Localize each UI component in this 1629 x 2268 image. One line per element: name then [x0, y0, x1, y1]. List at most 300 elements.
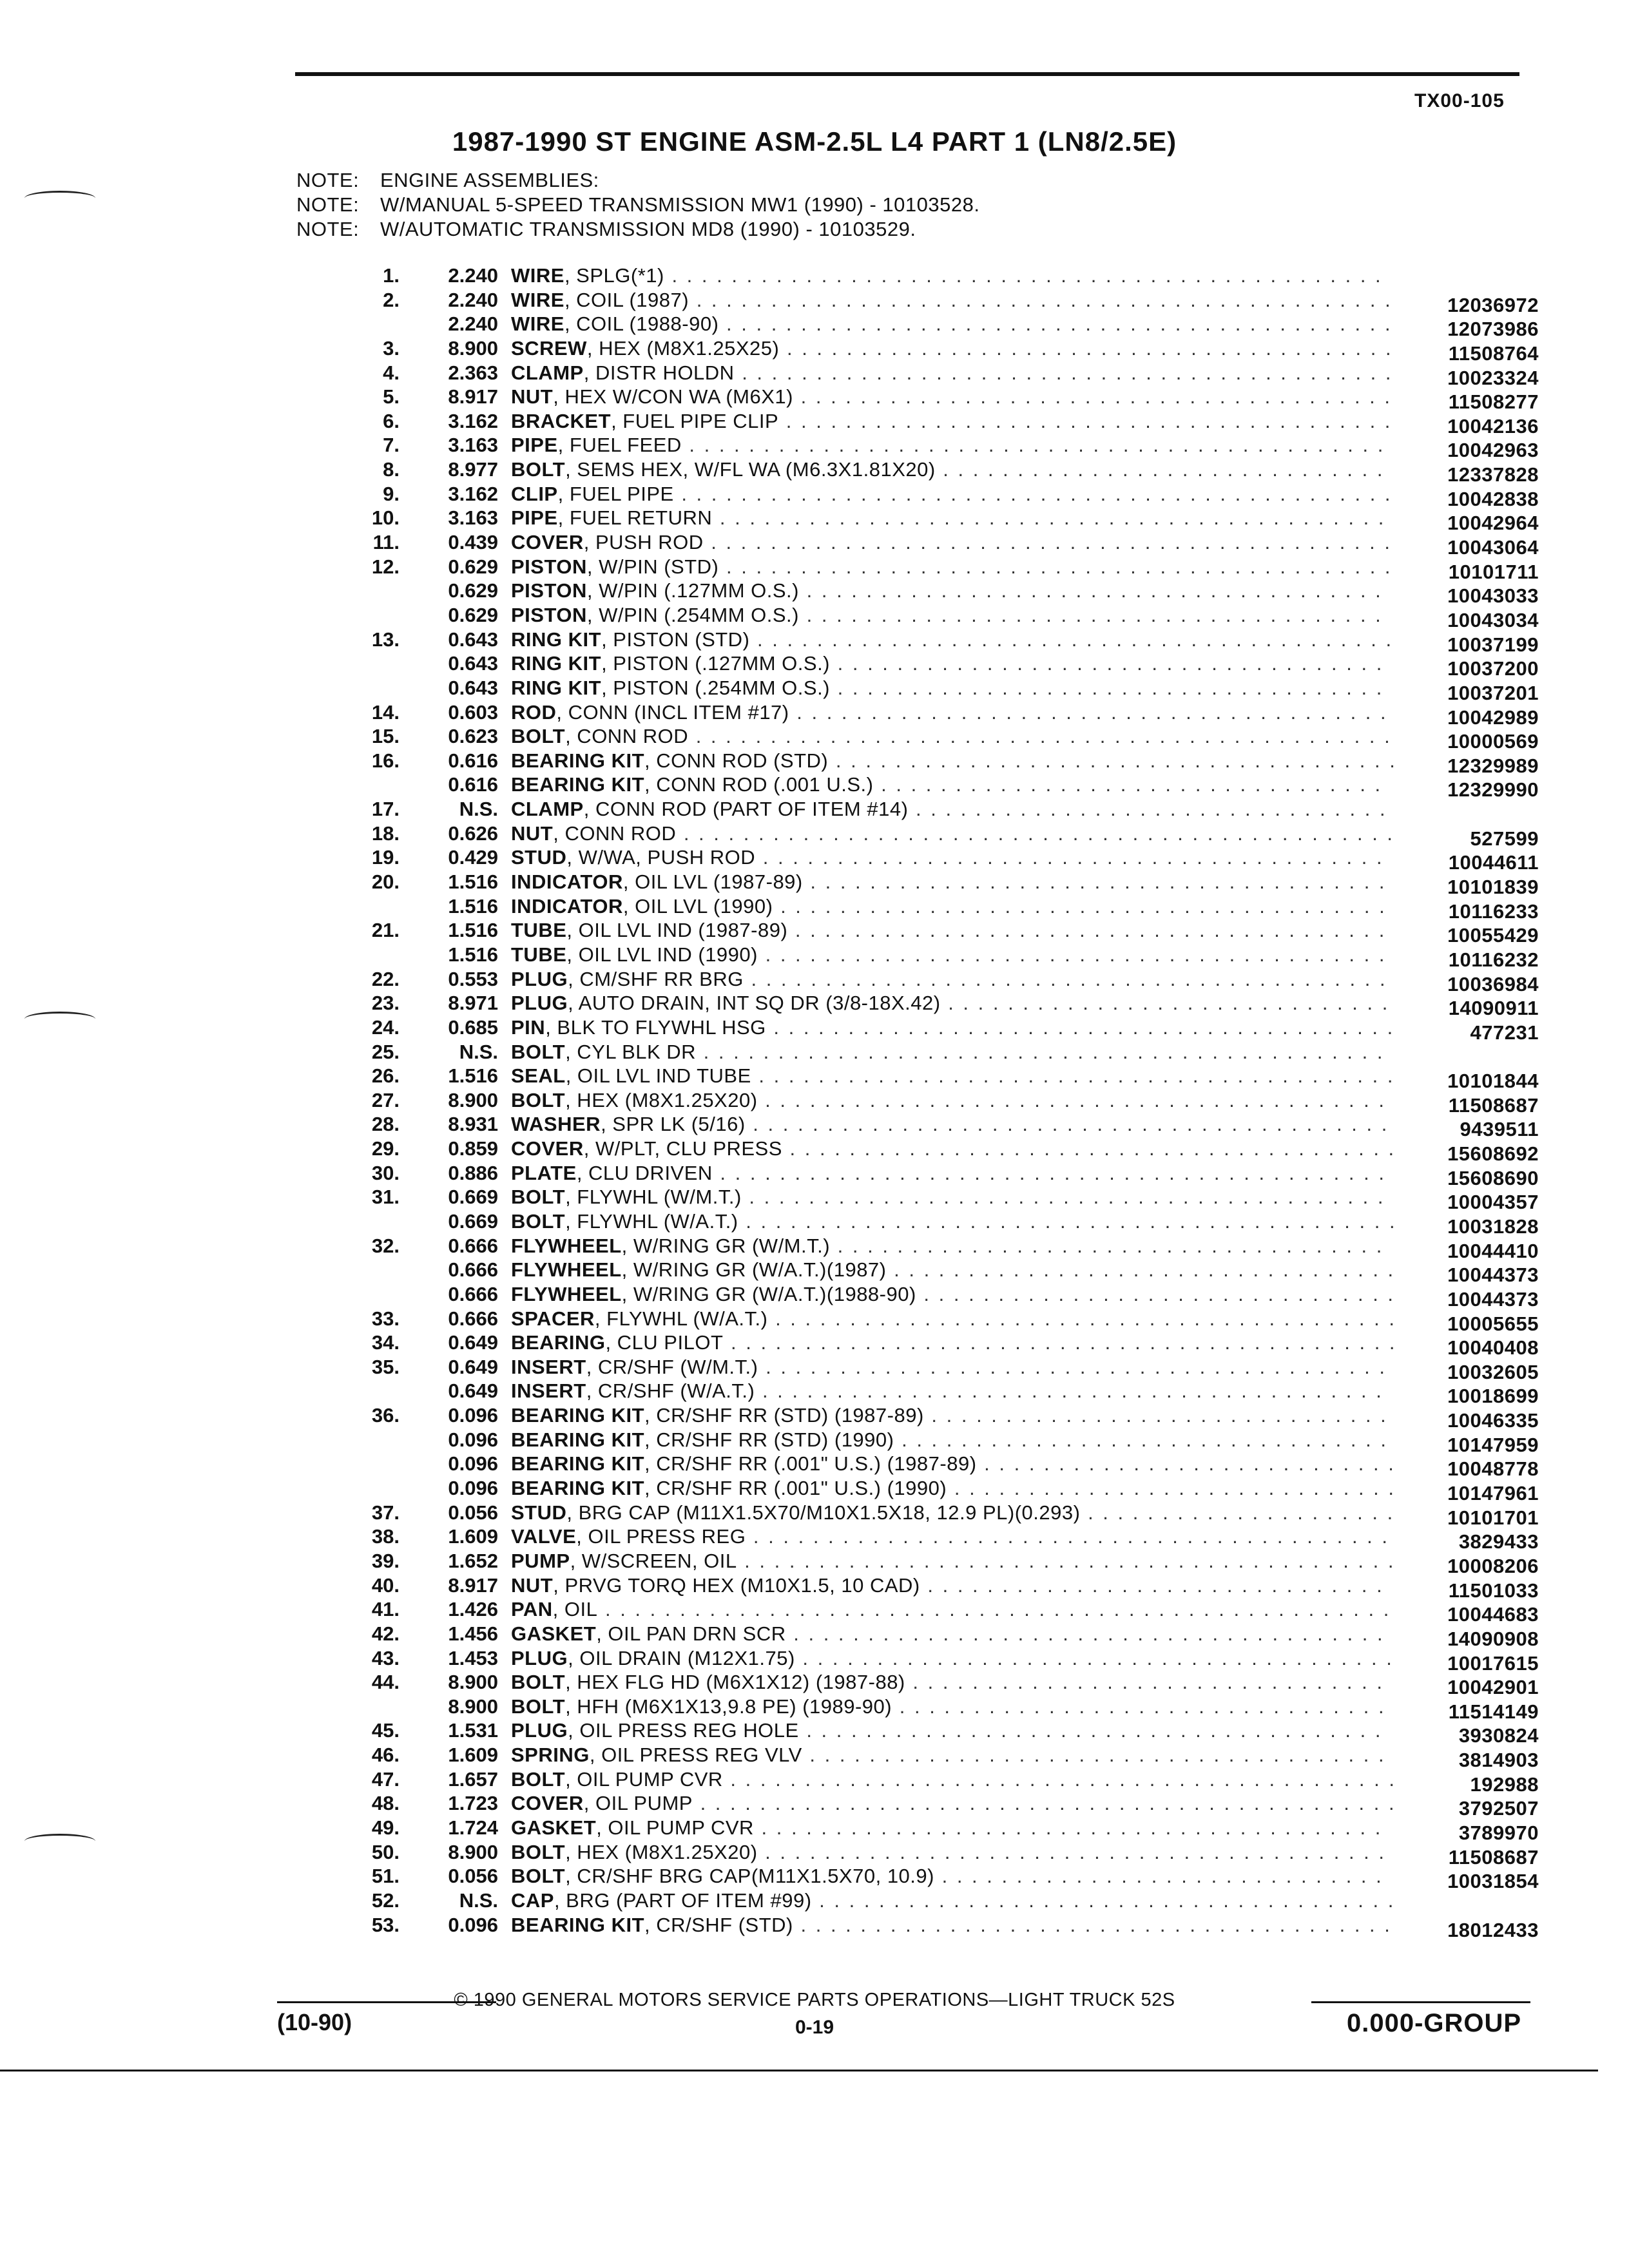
- dot-leader: . . . . . . . . . . . . . . . . . . . . . . . . . . . . . . . . . . . . . . . . . . . . . . .: [692, 1792, 1396, 1815]
- document-code: TX00-105: [1414, 90, 1505, 111]
- dot-leader: . . . . . . . . . . . . . . . . . . . . . . . . . . . . . . .: [923, 1404, 1388, 1427]
- part-description: [511, 1671, 1384, 1694]
- part-number: 10040408: [1447, 1336, 1539, 1360]
- part-name: BOLT: [511, 1088, 566, 1111]
- item-number: 27.: [371, 1088, 400, 1111]
- dot-leader: . . . . . . . . . . . . . . . . . . . . . . . . . . . . . . . . . . . . .: [830, 676, 1384, 699]
- part-detail: , CONN ROD: [553, 822, 677, 845]
- part-detail: , CR/SHF (W/M.T.): [586, 1355, 758, 1378]
- group-number: 0.649: [448, 1331, 498, 1354]
- part-description: [511, 312, 1393, 336]
- group-number: 0.629: [448, 579, 498, 602]
- dot-leader: . . . . . . . . . . . . . . . . . . . . . . . . . . . . . . . . . . . . . . . . . .: [757, 1088, 1387, 1111]
- part-name: BEARING KIT: [511, 1404, 644, 1427]
- note-line: [296, 169, 599, 192]
- item-number: 13.: [371, 628, 400, 651]
- parts-row: [0, 822, 1629, 850]
- part-number: 3814903: [1458, 1749, 1539, 1772]
- part-detail: , OIL PRESS REG VLV: [589, 1744, 802, 1767]
- part-detail: , OIL LVL IND TUBE: [565, 1064, 751, 1088]
- part-description: [511, 968, 1387, 991]
- part-detail: , W/PLT, CLU PRESS: [583, 1137, 782, 1160]
- part-number: 3930824: [1458, 1724, 1539, 1747]
- note-text: W/AUTOMATIC TRANSMISSION MD8 (1990) - 10103529.: [380, 218, 916, 240]
- part-name: PLUG: [511, 1719, 568, 1742]
- parts-row: [0, 385, 1629, 414]
- binder-mark: [24, 191, 95, 206]
- part-name: PISTON: [511, 603, 587, 626]
- group-number: 0.096: [448, 1477, 498, 1500]
- item-number: 45.: [371, 1719, 400, 1742]
- part-name: SPACER: [511, 1307, 595, 1330]
- part-description: [511, 773, 1382, 796]
- part-detail: , HEX (M8X1.25X20): [565, 1840, 758, 1863]
- part-number: 12329989: [1447, 754, 1539, 777]
- part-description: [511, 1113, 1389, 1136]
- group-number: 8.931: [448, 1113, 498, 1136]
- part-detail: , CYL BLK DR: [565, 1040, 697, 1063]
- group-number: 0.643: [448, 676, 498, 699]
- item-number: 34.: [371, 1331, 400, 1354]
- dot-leader: . . . . . . . . . . . . . . . . . . . . . . . . . . . . . . . . . . . . . . . . . .: [755, 846, 1384, 869]
- part-description: [511, 992, 1389, 1015]
- part-name: WIRE: [511, 312, 564, 336]
- dot-leader: . . . . . . . . . . . . . . . . . . . . . . . . . . . . . . . . . . . . . . . . . . . . .: [718, 555, 1393, 578]
- item-number: 29.: [371, 1137, 400, 1160]
- part-detail: , PISTON (.254MM O.S.): [601, 676, 830, 699]
- part-number: 10004357: [1447, 1191, 1539, 1214]
- parts-row: [0, 1428, 1629, 1456]
- part-number: 11508687: [1448, 1093, 1539, 1117]
- part-name: ROD: [511, 700, 557, 724]
- part-detail: , CONN (INCL ITEM #17): [556, 700, 789, 724]
- part-number: 9439511: [1460, 1118, 1539, 1141]
- dot-leader: . . . . . . . . . . . . . . . . . . . . . . . . . . . . . . . . . . . . . . . . . . . . .: [723, 1331, 1397, 1354]
- part-description: [511, 798, 1387, 821]
- group-number: 3.162: [448, 482, 498, 505]
- item-number: 36.: [371, 1404, 400, 1427]
- dot-leader: . . . . . . . . . . . . . . . . . . . . . . . . . . . . . . . . . . . . . . . .: [793, 1913, 1392, 1936]
- part-name: INSERT: [511, 1355, 586, 1378]
- dot-leader: . . . . . . . . . . . . . . . . . . . . . . . . . . . . . . . . . . . . . . . . . . . .: [738, 1209, 1397, 1233]
- group-number: 8.900: [448, 1671, 498, 1694]
- parts-row: [0, 1234, 1629, 1262]
- part-description: [511, 264, 1383, 287]
- item-number: 7.: [383, 434, 400, 457]
- parts-row: [0, 894, 1629, 923]
- part-description: [511, 289, 1393, 312]
- dot-leader: . . . . . . . . . . . . . . . . . . . . . . . . . . . . . . . . . . . . . . . .: [787, 919, 1387, 942]
- group-number: 1.652: [448, 1549, 498, 1572]
- dot-leader: . . . . . . . . . . . . . . . . . . . . . . . . . . . . . . .: [920, 1573, 1384, 1597]
- parts-row: [0, 749, 1629, 777]
- part-number: 3792507: [1458, 1797, 1539, 1820]
- parts-row: [0, 1379, 1629, 1408]
- part-detail: , W/RING GR (W/A.T.)(1987): [621, 1258, 887, 1282]
- part-number: 10031854: [1447, 1870, 1539, 1893]
- part-name: BEARING KIT: [511, 1428, 644, 1451]
- group-number: 0.859: [448, 1137, 498, 1160]
- part-detail: , FUEL RETURN: [557, 506, 713, 530]
- item-number: 19.: [371, 846, 400, 869]
- part-number: 10042901: [1447, 1676, 1539, 1699]
- group-number: 8.917: [448, 1573, 498, 1597]
- part-detail: , W/PIN (STD): [586, 555, 719, 578]
- part-detail: , HFH (M6X1X13,9.8 PE) (1989-90): [565, 1695, 892, 1718]
- part-detail: , COIL (1987): [564, 288, 689, 311]
- parts-row: [0, 1889, 1629, 1914]
- dot-leader: . . . . . . . . . . . . . . . . . . . . . . . . . . . . . . . . . . . . .: [830, 1234, 1384, 1257]
- part-name: PISTON: [511, 579, 587, 602]
- part-name: BOLT: [511, 1865, 566, 1888]
- part-description: [511, 1719, 1383, 1742]
- part-number: 10044683: [1447, 1603, 1539, 1626]
- part-number: 10147959: [1447, 1433, 1539, 1456]
- parts-row: [0, 1015, 1629, 1044]
- item-number: 28.: [371, 1113, 400, 1136]
- item-number: 3.: [383, 336, 400, 360]
- part-number: 18012433: [1447, 1918, 1539, 1941]
- part-detail: , PISTON (.127MM O.S.): [601, 652, 830, 675]
- group-number: 1.516: [448, 943, 498, 966]
- part-name: PUMP: [511, 1549, 570, 1572]
- part-detail: , OIL PRESS REG HOLE: [568, 1719, 799, 1742]
- dot-leader: . . . . . . . . . . . . . . . . . . . . . . . . . . . . . . . . . . . . . . . . . . . . . . . .: [676, 822, 1395, 845]
- part-description: [511, 943, 1386, 966]
- dot-leader: . . . . . . . . . . . . . . . . . . . . . . . . . . . . . .: [947, 1477, 1396, 1500]
- part-description: [511, 870, 1387, 894]
- group-number: 0.649: [448, 1379, 498, 1403]
- part-description: [511, 1356, 1387, 1379]
- part-name: PAN: [511, 1598, 553, 1621]
- dot-leader: . . . . . . . . . . . . . . . . . . . . . . . . . . . . . . . . . . . . . . . .: [795, 1646, 1394, 1669]
- part-number: 10044373: [1447, 1264, 1539, 1287]
- part-number: 10023324: [1447, 366, 1539, 389]
- part-number: 10008206: [1447, 1554, 1539, 1577]
- part-name: CLAMP: [511, 798, 584, 821]
- part-description: [511, 1477, 1396, 1500]
- parts-row: [0, 1573, 1629, 1602]
- part-name: TUBE: [511, 943, 567, 966]
- group-number: 2.363: [448, 361, 498, 384]
- parts-row: [0, 652, 1629, 680]
- part-description: [511, 1235, 1383, 1258]
- part-description: [511, 1647, 1394, 1670]
- part-name: GASKET: [511, 1816, 597, 1839]
- group-number: 1.453: [448, 1646, 498, 1669]
- part-description: [511, 701, 1388, 724]
- dot-leader: . . . . . . . . . . . . . . . . . . . . . . . . . . . . . . . . . . . . . . . . . . .: [741, 1186, 1385, 1209]
- part-number: 15608690: [1447, 1166, 1539, 1189]
- part-name: INDICATOR: [511, 870, 623, 894]
- date-code: (10-90): [277, 2009, 352, 2035]
- part-name: COVER: [511, 1792, 584, 1815]
- item-number: 31.: [371, 1186, 400, 1209]
- part-detail: , COIL (1988-90): [564, 312, 719, 336]
- parts-row: [0, 1477, 1629, 1505]
- part-detail: , OIL LVL IND (1990): [566, 943, 758, 966]
- item-number: 5.: [383, 385, 400, 408]
- dot-leader: . . . . . . . . . . . . . . . . . . . . . . . . . . . . . . . . . . . . . . . . . . . . .: [722, 1767, 1396, 1791]
- part-number: 10032605: [1447, 1360, 1539, 1383]
- parts-row: [0, 506, 1629, 535]
- part-number: 11508277: [1448, 390, 1539, 414]
- part-detail: , FUEL PIPE: [557, 482, 674, 505]
- part-detail: , PISTON (STD): [601, 628, 750, 651]
- part-number: 10037201: [1447, 681, 1539, 704]
- part-number: 10055429: [1447, 924, 1539, 947]
- part-description: [511, 579, 1383, 602]
- dot-leader: . . . . . . . . . . . . . . . . . . . . . . . . . . . . . . . . . . . . . . .: [811, 1888, 1396, 1912]
- parts-row: [0, 919, 1629, 947]
- dot-leader: . . . . . . . . . . . . . . . . . . . . . . . . . . . . . . . . . . . . . . . . . .: [757, 1840, 1387, 1863]
- item-number: 14.: [371, 700, 400, 724]
- part-name: COVER: [511, 1137, 584, 1160]
- part-description: [511, 1695, 1386, 1718]
- part-number: 10101839: [1447, 876, 1539, 899]
- group-number: 1.723: [448, 1792, 498, 1815]
- parts-row: [0, 1719, 1629, 1747]
- part-name: GASKET: [511, 1622, 597, 1645]
- parts-row: [0, 603, 1629, 631]
- dot-leader: . . . . . . . . . . . . . . . . . . . . . . . . . . . . . . . . . . . . . . . . . .: [766, 1015, 1395, 1039]
- item-number: 15.: [371, 725, 400, 748]
- part-description: [511, 822, 1394, 845]
- part-detail: , OIL PUMP: [583, 1792, 693, 1815]
- part-number: 527599: [1470, 827, 1539, 850]
- item-number: 16.: [371, 749, 400, 772]
- part-name: COVER: [511, 531, 584, 554]
- dot-leader: . . . . . . . . . . . . . . . . . . . . . . . . . . . . . . . . . . . . . . . . . . . . . . .: [688, 725, 1392, 748]
- part-detail: , OIL LVL (1990): [622, 894, 773, 918]
- parts-row: [0, 1525, 1629, 1553]
- part-detail: , CONN ROD (STD): [644, 749, 829, 772]
- parts-row: [0, 1161, 1629, 1189]
- item-number: 22.: [371, 967, 400, 990]
- parts-row: [0, 1186, 1629, 1214]
- part-description: [511, 531, 1392, 554]
- dot-leader: . . . . . . . . . . . . . . . . . . . . . . . . . . . . . . . . .: [892, 1695, 1386, 1718]
- part-description: [511, 1501, 1394, 1524]
- group-number: 0.429: [448, 846, 498, 869]
- parts-row: [0, 943, 1629, 971]
- part-description: [511, 483, 1393, 506]
- part-description: [511, 1162, 1386, 1185]
- part-name: BOLT: [511, 725, 566, 748]
- parts-row: [0, 1646, 1629, 1675]
- item-number: 25.: [371, 1040, 400, 1063]
- parts-row: [0, 1404, 1629, 1432]
- part-name: SPRING: [511, 1744, 590, 1767]
- part-number: 10043034: [1447, 608, 1539, 631]
- part-name: BOLT: [511, 1767, 566, 1791]
- part-number: 12329990: [1447, 778, 1539, 802]
- part-name: BOLT: [511, 1186, 566, 1209]
- note-line: [296, 218, 916, 241]
- parts-row: [0, 288, 1629, 316]
- group-number: 1.609: [448, 1744, 498, 1767]
- parts-row: [0, 1452, 1629, 1481]
- part-name: BOLT: [511, 1695, 566, 1718]
- part-detail: , W/RING GR (W/A.T.)(1988-90): [621, 1282, 916, 1305]
- dot-leader: . . . . . . . . . . . . . . . . . . . . . . . . . . . . . . . . . . . . . . . . .: [773, 894, 1387, 918]
- part-detail: , HEX W/CON WA (M6X1): [553, 385, 793, 408]
- parts-row: [0, 676, 1629, 704]
- dot-leader: . . . . . . . . . . . . . . . . . . . . . . . . . . . . . . . . . . . . . . . . . . . . .: [712, 506, 1386, 530]
- part-name: PIPE: [511, 506, 558, 530]
- part-name: INSERT: [511, 1379, 586, 1403]
- part-name: PLUG: [511, 1646, 568, 1669]
- item-number: 4.: [383, 361, 400, 384]
- part-number: 12073986: [1447, 318, 1539, 341]
- note-label: NOTE:: [296, 193, 360, 216]
- part-detail: , FLYWHL (W/M.T.): [565, 1186, 742, 1209]
- parts-row: [0, 336, 1629, 365]
- part-number: 10101844: [1447, 1070, 1539, 1093]
- dot-leader: . . . . . . . . . . . . . . . . . . . . . . . . . . . . . . . . . .: [873, 773, 1383, 796]
- part-name: BRACKET: [511, 409, 612, 432]
- bottom-rule: [0, 2070, 1598, 2071]
- group-number: 0.616: [448, 749, 498, 772]
- dot-leader: . . . . . . . . . . . . . . . . . . . . . . . . . . . . . . . . . . . . . . . . . . . . . . . .: [664, 264, 1383, 287]
- part-name: PISTON: [511, 555, 587, 578]
- part-name: CLAMP: [511, 361, 584, 384]
- part-description: [511, 1404, 1388, 1427]
- part-number: 10042838: [1447, 487, 1539, 510]
- parts-row: [0, 1355, 1629, 1383]
- item-number: 2.: [383, 288, 400, 311]
- part-detail: , SPR LK (5/16): [601, 1113, 746, 1136]
- part-name: INDICATOR: [511, 894, 623, 918]
- part-number: 10044410: [1447, 1239, 1539, 1262]
- part-number: 10043033: [1447, 584, 1539, 608]
- group-number: 0.096: [448, 1404, 498, 1427]
- group-number: 0.096: [448, 1452, 498, 1475]
- part-detail: , CONN ROD (.001 U.S.): [644, 773, 874, 796]
- part-name: RING KIT: [511, 676, 602, 699]
- part-name: SEAL: [511, 1064, 566, 1088]
- group-number: 0.666: [448, 1307, 498, 1330]
- part-detail: , OIL PUMP CVR: [565, 1767, 723, 1791]
- part-number: 15608692: [1447, 1142, 1539, 1166]
- part-detail: , HEX (M8X1.25X20): [565, 1088, 758, 1111]
- parts-row: [0, 1113, 1629, 1141]
- part-name: BEARING KIT: [511, 773, 644, 796]
- parts-row: [0, 846, 1629, 874]
- part-name: NUT: [511, 1573, 554, 1597]
- part-description: [511, 1574, 1384, 1597]
- group-number: 2.240: [448, 312, 498, 336]
- group-number: 0.669: [448, 1186, 498, 1209]
- part-description: [511, 628, 1393, 651]
- dot-leader: . . . . . . . . . . . . . . . . . . . . . . . . . . . . . . . .: [905, 1671, 1384, 1694]
- part-detail: , W/SCREEN, OIL: [570, 1549, 737, 1572]
- dot-leader: . . . . . . . . . . . . . . . . . . . . . . . . . . . . . . . . . . . . . . . .: [789, 700, 1388, 724]
- parts-row: [0, 870, 1629, 899]
- item-number: 50.: [371, 1840, 400, 1863]
- part-detail: , CR/SHF (W/A.T.): [586, 1379, 755, 1403]
- group-number: 1.516: [448, 870, 498, 894]
- group-number: 0.056: [448, 1865, 498, 1888]
- part-number: 10044373: [1447, 1287, 1539, 1311]
- group-number: 0.643: [448, 628, 498, 651]
- part-detail: , OIL LVL IND (1987-89): [566, 919, 788, 942]
- item-number: 53.: [371, 1913, 400, 1936]
- parts-row: [0, 1209, 1629, 1238]
- part-number: 10042136: [1447, 414, 1539, 437]
- part-name: NUT: [511, 822, 554, 845]
- part-name: CAP: [511, 1888, 554, 1912]
- part-detail: , OIL PRESS REG: [576, 1525, 746, 1548]
- part-name: NUT: [511, 385, 554, 408]
- dot-leader: . . . . . . . . . . . . . . . . . . . . . . . . . . . . . . . . . . . . . . . . . . .: [746, 1525, 1390, 1548]
- parts-row: [0, 1840, 1629, 1869]
- parts-row: [0, 1622, 1629, 1650]
- part-detail: , CONN ROD: [565, 725, 689, 748]
- parts-row: [0, 555, 1629, 583]
- group-number: 0.649: [448, 1355, 498, 1378]
- dot-leader: . . . . . . . . . . . . . . . . . . . . . . . . . . . . . . . . . . . . . . . . . . .: [743, 967, 1387, 990]
- part-name: BOLT: [511, 1040, 566, 1063]
- parts-row: [0, 1549, 1629, 1577]
- part-number: 10116232: [1448, 948, 1539, 971]
- parts-row: [0, 264, 1629, 289]
- group-number: 8.971: [448, 992, 498, 1015]
- part-number: 10043064: [1447, 536, 1539, 559]
- parts-row: [0, 1695, 1629, 1723]
- part-number: 10042989: [1447, 706, 1539, 729]
- part-number: 10147961: [1447, 1482, 1539, 1505]
- group-number: 0.096: [448, 1913, 498, 1936]
- group-number: 0.096: [448, 1428, 498, 1451]
- group-number: 8.917: [448, 385, 498, 408]
- group-number: 8.900: [448, 1840, 498, 1863]
- group-number: 8.900: [448, 336, 498, 360]
- item-number: 30.: [371, 1161, 400, 1184]
- part-number: 12337828: [1447, 463, 1539, 486]
- group-number: 0.666: [448, 1234, 498, 1257]
- parts-row: [0, 628, 1629, 656]
- part-detail: , BLK TO FLYWHL HSG: [545, 1015, 766, 1039]
- item-number: 6.: [383, 409, 400, 432]
- group-number: 2.240: [448, 288, 498, 311]
- part-description: [511, 604, 1383, 627]
- group-number: 0.643: [448, 652, 498, 675]
- group-number: N.S.: [459, 1040, 498, 1063]
- group-number: 0.629: [448, 555, 498, 578]
- part-description: [511, 1816, 1382, 1840]
- group-number: 1.516: [448, 1064, 498, 1088]
- dot-leader: . . . . . . . . . . . . . . . . . . . . . . . . . . . . . . . . . . . . . . . . . . . . . . . . . . . . .: [597, 1598, 1391, 1621]
- item-number: 18.: [371, 822, 400, 845]
- dot-leader: . . . . . . . . . . . . . . . . . . . . . . . . . . . . . . . . . . . . . . . . .: [779, 336, 1393, 360]
- part-detail: , CONN ROD (PART OF ITEM #14): [583, 798, 909, 821]
- dot-leader: . . . . . . . . . . . . . . . . . . . . . . . . . . . . . . . . . . . . . . .: [799, 603, 1383, 626]
- group-number: 1.724: [448, 1816, 498, 1839]
- item-number: 40.: [371, 1573, 400, 1597]
- dot-leader: . . . . . . . . . . . . . . . . . . . . . . . . . . . . . . . . . . . . . . .: [798, 1719, 1383, 1742]
- part-number: 14090908: [1447, 1627, 1539, 1650]
- page-title: 1987-1990 ST ENGINE ASM-2.5L L4 PART 1 (LN8/2.5E): [452, 126, 1177, 157]
- dot-leader: . . . . . . . . . . . . . . . . . . . . . . . . . . . . . . . . . . . . . . . .: [793, 385, 1393, 408]
- part-name: BEARING KIT: [511, 1452, 644, 1475]
- note-text: W/MANUAL 5-SPEED TRANSMISSION MW1 (1990) - 10103528.: [380, 193, 980, 216]
- part-description: [511, 1016, 1394, 1039]
- dot-leader: . . . . . . . . . . . . . . . . . . . . . . . . . . . . . . . . . . . . . . . . . .: [753, 1816, 1383, 1839]
- part-detail: , CR/SHF RR (.001" U.S.) (1987-89): [644, 1452, 977, 1475]
- part-description: [511, 1525, 1389, 1548]
- part-detail: , PRVG TORQ HEX (M10X1.5, 10 CAD): [553, 1573, 920, 1597]
